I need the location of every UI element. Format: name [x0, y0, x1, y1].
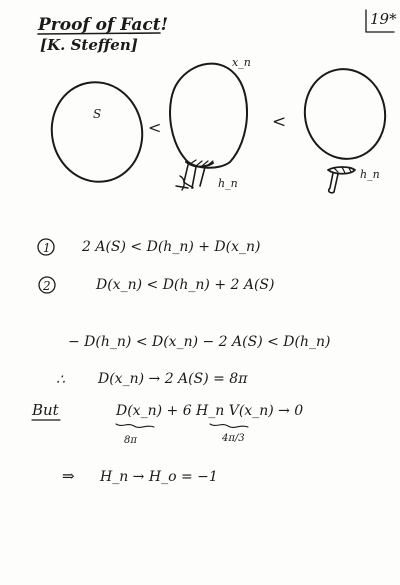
- implies-symbol: ⇒: [62, 467, 75, 485]
- eq5-underbrace-2: [210, 424, 248, 427]
- equation-6-text: H_n → H_o = −1: [100, 469, 218, 485]
- less-than-symbol-1: <: [148, 118, 162, 137]
- bubble-label: x_n: [232, 56, 251, 69]
- therefore-symbol: ∴: [56, 372, 65, 388]
- equation-1: [38, 239, 261, 255]
- equation-5-text: D(x_n) + 6 H_n V(x_n) → 0: [116, 403, 304, 419]
- note-author: [K. Steffen]: [40, 36, 138, 54]
- sphere-label: S: [93, 107, 102, 121]
- equation-2: [39, 277, 275, 293]
- svg-text:19*: 19*: [370, 10, 397, 28]
- eq5-underbrace-1: [116, 424, 154, 427]
- eq5-under-label-2: 4π/3: [222, 433, 245, 444]
- equation-2-text: D(x_n) < D(h_n) + 2 A(S): [96, 277, 275, 293]
- note-title: Proof of Fact!: [38, 15, 169, 35]
- bubble-figure: [170, 56, 251, 190]
- equation-3-text: − D(h_n) < D(x_n) − 2 A(S) < D(h_n): [68, 334, 331, 350]
- title-underline: [38, 33, 160, 34]
- sphere-figure: [43, 74, 152, 191]
- handle-label-1: h_n: [218, 177, 238, 190]
- equation-1-number: 1: [43, 241, 51, 255]
- equation-1-text: 2 A(S) < D(h_n) + D(x_n): [82, 239, 261, 255]
- eq5-under-label-1: 8π: [124, 435, 137, 446]
- less-than-symbol-2: <: [272, 112, 287, 132]
- equation-2-number: 2: [43, 279, 51, 293]
- equation-4-text: D(x_n) → 2 A(S) = 8π: [98, 371, 248, 387]
- page-number-box: [366, 10, 397, 32]
- sphere-with-handle-figure: [298, 63, 392, 193]
- but-label: But: [32, 401, 59, 419]
- handle-label-2: h_n: [360, 168, 380, 181]
